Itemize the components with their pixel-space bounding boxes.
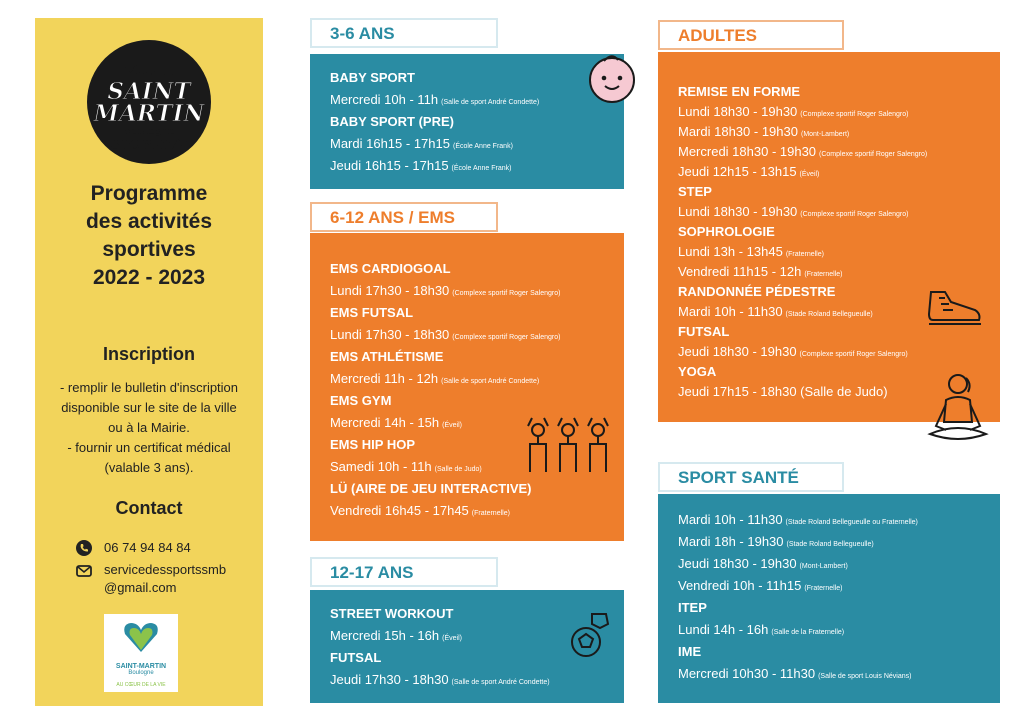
logo-line: SAINT (107, 78, 191, 105)
schedule-time: Mercredi 15h - 16h (330, 628, 440, 643)
schedule-place: (Mont-Lambert) (800, 131, 850, 138)
schedule-place: (Stade Roland Bellegueulle) (785, 311, 873, 318)
activity-name (678, 600, 707, 615)
schedule-place: (Salle de Judo) (434, 466, 482, 473)
inscription-line: (valable 3 ans). (104, 460, 194, 475)
schedule-place: (Salle de sport André Condette) (441, 378, 540, 385)
schedule-time: Mardi 18h30 - 19h30 (678, 124, 798, 139)
city-logo-name: SAINT-MARTIN (115, 663, 167, 670)
schedule-line (330, 136, 513, 151)
inscription-line: - remplir le bulletin d'inscription (59, 380, 239, 395)
program-title-line: Programme (90, 182, 208, 205)
section-sport-sante (658, 494, 1000, 703)
schedule-line (330, 158, 511, 173)
schedule-line (330, 415, 462, 430)
schedule-line (678, 556, 848, 571)
schedule-place: (Complexe sportif Roger Salengro) (452, 290, 561, 297)
schedule-time: Samedi 10h - 11h (330, 459, 432, 474)
schedule-place: (Complexe sportif Roger Salengro) (799, 351, 908, 358)
activity-name (678, 644, 701, 659)
contact-heading: Contact (115, 498, 183, 518)
section-3-6-ans (310, 54, 624, 189)
activity-name (330, 349, 443, 364)
schedule-line (678, 164, 819, 179)
schedule-time: Jeudi 18h30 - 19h30 (678, 556, 797, 571)
schedule-time: Lundi 14h - 16h (678, 622, 769, 637)
schedule-time: Mardi 10h - 11h30 (678, 304, 783, 319)
schedule-place: (Complexe sportif Roger Salengro) (452, 334, 561, 341)
schedule-place: (Salle de sport André Condette) (441, 99, 540, 106)
activity-name (330, 650, 381, 665)
section-adultes (658, 52, 1000, 422)
schedule-place: (Fraternelle) (804, 585, 843, 592)
city-logo-sub: Boulogne (128, 670, 154, 676)
activity-label: YOGA (678, 364, 717, 379)
activity-name (678, 284, 835, 299)
activity-label: FUTSAL (678, 324, 730, 339)
program-title-line: des activités (85, 210, 213, 233)
schedule-time: Jeudi 12h15 - 13h15 (678, 164, 797, 179)
contact-phone[interactable]: 06 74 94 84 84 (104, 540, 191, 555)
section-tab-6-12-ans: 6-12 ANS / EMS (310, 202, 498, 232)
schedule-time: Jeudi 16h15 - 17h15 (330, 158, 449, 173)
schedule-place: (Complexe sportif Roger Salengro) (819, 151, 928, 158)
activity-name (330, 261, 451, 276)
schedule-time: Mercredi 11h - 12h (330, 371, 439, 386)
activity-name (330, 481, 532, 496)
schedule-time: Mardi 18h - 19h30 (678, 534, 784, 549)
schedule-line (678, 512, 918, 527)
activity-label: RANDONNÉE PÉDESTRE (678, 284, 836, 299)
schedule-line (678, 622, 844, 637)
schedule-place: (Salle de sport Louis Névians) (818, 673, 912, 680)
phone-icon (75, 539, 93, 557)
inscription-line: disponible sur le site de la ville (61, 400, 237, 415)
logo-line: MARTIN (93, 100, 205, 127)
email-icon (75, 562, 93, 580)
schedule-line (330, 371, 539, 386)
schedule-line (330, 672, 550, 687)
contact-email-line: @gmail.com (104, 580, 177, 595)
hip-hop-dancers-icon (522, 414, 614, 479)
schedule-time: Lundi 13h - 13h45 (678, 244, 783, 259)
baby-face-icon (584, 52, 640, 109)
ville-saint-martin-logo (87, 40, 211, 164)
activity-label: LÜ (AIRE DE JEU INTERACTIVE) (330, 481, 532, 496)
schedule-time: Vendredi 11h15 - 12h (678, 264, 802, 279)
activity-label: IME (678, 644, 702, 659)
schedule-line (330, 503, 510, 518)
section-tab-sport-sante: SPORT SANTÉ (658, 462, 844, 492)
yoga-meditation-icon (926, 370, 990, 451)
inscription-line: ou à la Mairie. (108, 420, 190, 435)
schedule-time: Lundi 17h30 - 18h30 (330, 327, 450, 342)
schedule-place: (Complexe sportif Roger Salengro) (800, 211, 909, 218)
schedule-place: (Stade Roland Bellegueulle ou Fraternelle) (785, 519, 918, 526)
schedule-place: (École Anne Frank) (451, 165, 512, 172)
program-title-line: 2022 - 2023 (92, 266, 206, 289)
schedule-time: Lundi 17h30 - 18h30 (330, 283, 450, 298)
activity-name (330, 114, 454, 129)
activity-label: STEP (678, 184, 712, 199)
section-6-12-ans (310, 233, 624, 541)
schedule-line (330, 283, 560, 298)
schedule-line (678, 204, 908, 219)
schedule-time: Jeudi 18h30 - 19h30 (678, 344, 797, 359)
schedule-line (678, 244, 824, 259)
activity-label: EMS GYM (330, 393, 392, 408)
schedule-time: Mardi 16h15 - 17h15 (330, 136, 450, 151)
section-tab-3-6-ans: 3-6 ANS (310, 18, 498, 48)
activity-label: ITEP (678, 600, 707, 615)
schedule-place: (Fraternelle) (471, 510, 510, 517)
activity-name (678, 324, 729, 339)
logo-line: VILLE (123, 62, 175, 80)
activity-label: EMS ATHLÉTISME (330, 349, 444, 364)
schedule-time: Mercredi 10h - 11h (330, 92, 439, 107)
section-tab-adultes: ADULTES (658, 20, 844, 50)
inscription-text (35, 378, 263, 478)
schedule-time: Vendredi 16h45 - 17h45 (330, 503, 469, 518)
activity-label: EMS HIP HOP (330, 437, 416, 452)
activity-label: REMISE EN FORME (678, 84, 801, 99)
activity-name (330, 393, 391, 408)
schedule-line (678, 304, 873, 319)
section-tab-12-17-ans: 12-17 ANS (310, 557, 498, 587)
schedule-place: (Éveil) (442, 635, 462, 642)
inscription-line: - fournir un certificat médical (67, 440, 231, 455)
schedule-line (678, 666, 911, 681)
schedule-line (678, 104, 908, 119)
schedule-line (678, 534, 874, 549)
schedule-time: Jeudi 17h30 - 18h30 (330, 672, 449, 687)
logo-line: Boulogne (122, 126, 176, 137)
schedule-place: (Éveil) (799, 171, 820, 178)
schedule-place: (Fraternelle) (804, 271, 843, 278)
schedule-time: Vendredi 10h - 11h15 (678, 578, 802, 593)
schedule-line (678, 344, 908, 359)
contact-email-line: servicedessportssmb (104, 562, 227, 577)
activity-name (678, 184, 712, 199)
schedule-line (678, 124, 849, 139)
schedule-time: Lundi 18h30 - 19h30 (678, 204, 798, 219)
schedule-place: (Fraternelle) (785, 251, 824, 258)
activity-label: EMS CARDIOGOAL (330, 261, 451, 276)
schedule-place: (Mont-Lambert) (799, 563, 848, 570)
activity-label: EMS FUTSAL (330, 305, 414, 320)
schedule-time: Jeudi 17h15 - 18h30 (Salle de Judo) (678, 384, 888, 399)
activity-name (678, 224, 775, 239)
schedule-place: (Salle de sport André Condette) (451, 679, 550, 686)
schedule-time: Mardi 10h - 11h30 (678, 512, 783, 527)
schedule-line (678, 384, 888, 399)
activity-label: BABY SPORT (330, 70, 415, 85)
schedule-line (678, 264, 843, 279)
activity-label: STREET WORKOUT (330, 606, 454, 621)
logo-line: SPORTIVE (110, 138, 188, 153)
schedule-place: (Complexe sportif Roger Salengro) (800, 111, 909, 118)
schedule-line (330, 628, 462, 643)
activity-name (330, 437, 415, 452)
activity-name (330, 606, 454, 621)
activity-label: FUTSAL (330, 650, 382, 665)
activity-label: BABY SPORT (PRE) (330, 114, 454, 129)
contact-email[interactable] (104, 562, 226, 595)
schedule-time: Mercredi 14h - 15h (330, 415, 440, 430)
schedule-place: (Salle de la Fraternelle) (771, 629, 845, 636)
activity-name (330, 305, 413, 320)
activity-name (678, 364, 716, 379)
schedule-place: (École Anne Frank) (452, 143, 513, 150)
soccer-ball-shoe-icon (566, 610, 612, 665)
activity-name (678, 84, 800, 99)
schedule-time: Lundi 18h30 - 19h30 (678, 104, 798, 119)
schedule-line (678, 578, 843, 593)
schedule-line (330, 92, 539, 107)
schedule-line (330, 327, 560, 342)
schedule-line (330, 459, 482, 474)
inscription-heading: Inscription (102, 344, 195, 364)
program-title (35, 180, 263, 292)
saint-martin-city-logo (104, 614, 178, 692)
city-logo-tagline: AU CŒUR DE LA VIE (116, 682, 166, 688)
schedule-place: (Éveil) (442, 422, 462, 429)
schedule-time: Mercredi 18h30 - 19h30 (678, 144, 817, 159)
schedule-line (678, 144, 927, 159)
activity-name (330, 70, 415, 85)
schedule-time: Mercredi 10h30 - 11h30 (678, 666, 816, 681)
activity-label: SOPHROLOGIE (678, 224, 775, 239)
sneaker-icon (925, 284, 985, 333)
schedule-place: (Stade Roland Bellegueulle) (786, 541, 874, 548)
program-title-line: sportives (102, 238, 196, 261)
